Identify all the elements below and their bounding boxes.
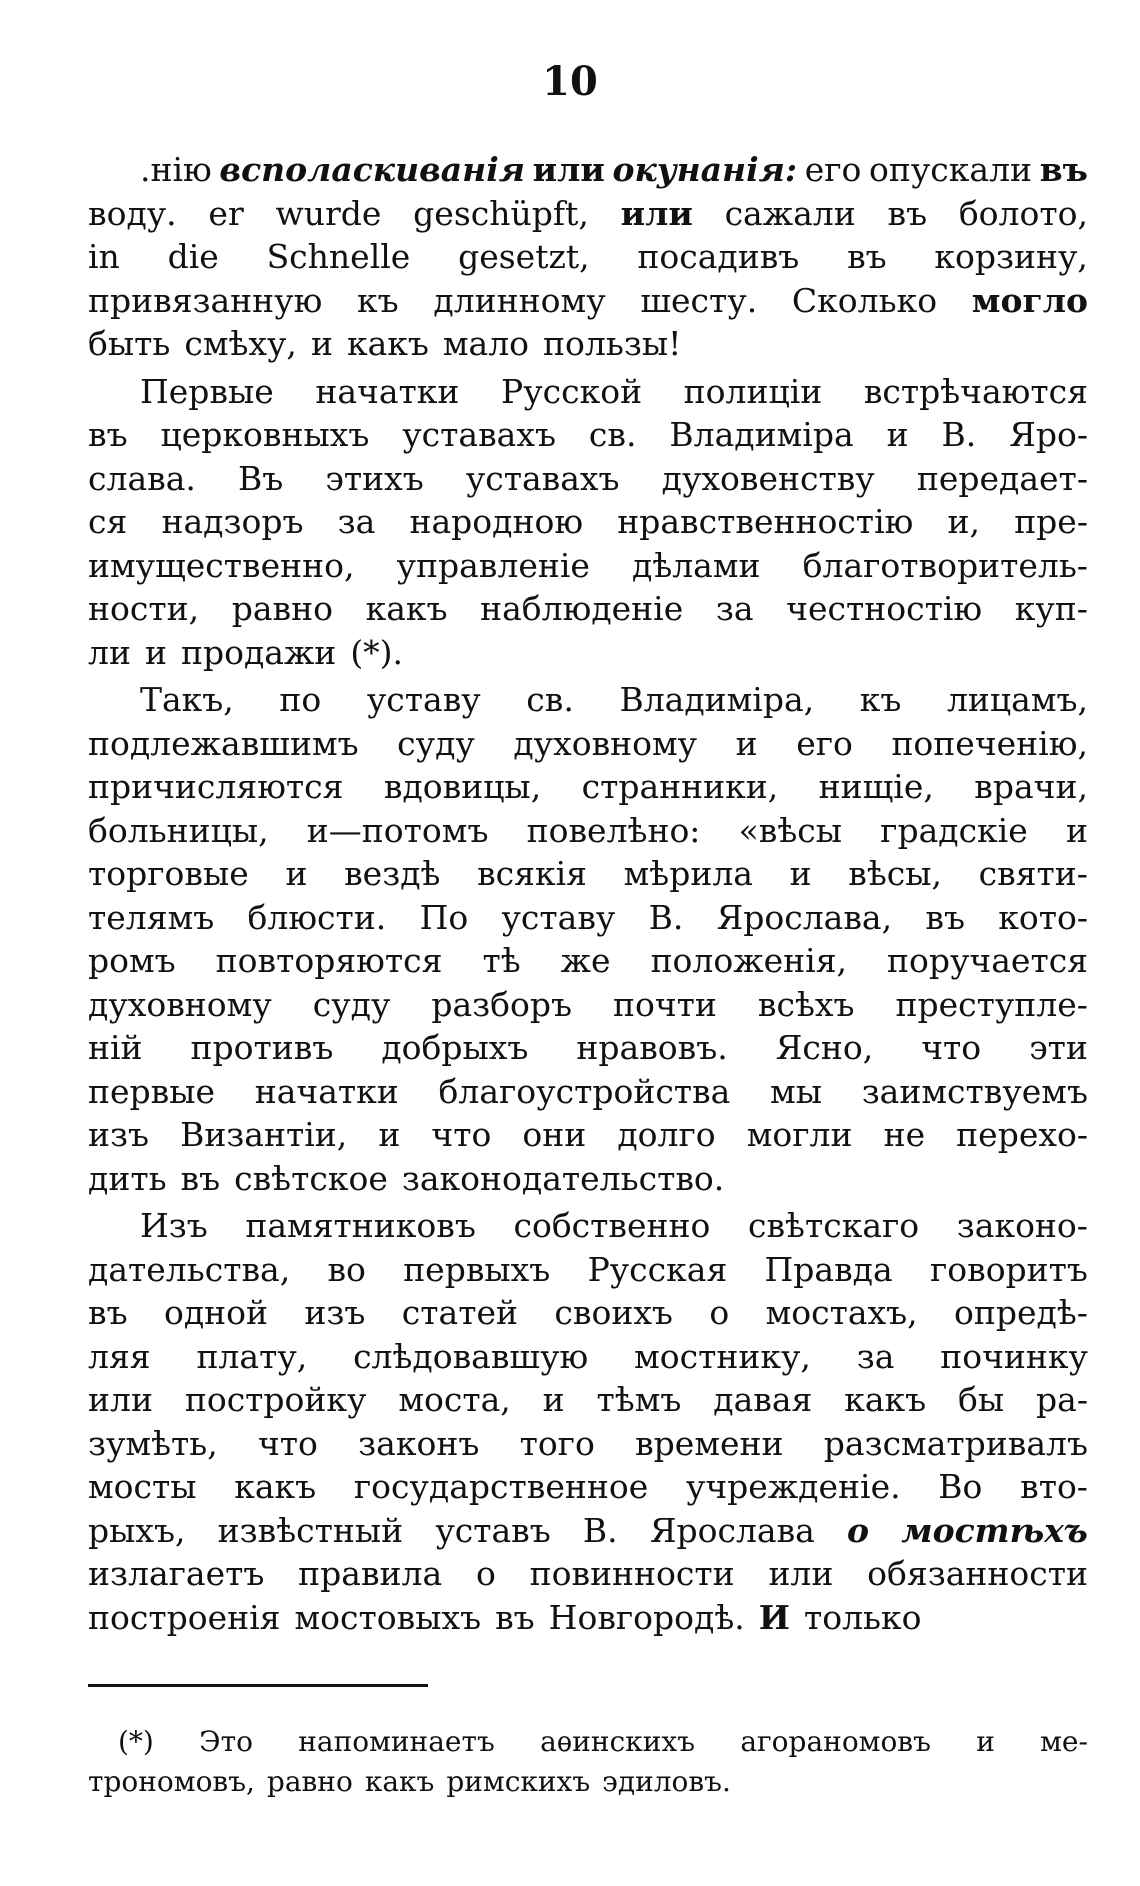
word: рыхъ, bbox=[88, 1510, 186, 1550]
word: Въ bbox=[238, 458, 284, 498]
word: in bbox=[88, 237, 120, 276]
word: опредѣ- bbox=[954, 1293, 1088, 1332]
word: тѣ bbox=[482, 941, 521, 980]
text-line bbox=[88, 457, 1088, 501]
word: нищіе, bbox=[818, 767, 934, 806]
word: или bbox=[88, 1380, 153, 1419]
word: и, bbox=[947, 502, 981, 541]
word: моста, bbox=[398, 1380, 511, 1419]
text-line bbox=[88, 1070, 1088, 1114]
word: памятниковъ bbox=[245, 1206, 476, 1245]
word: давая bbox=[713, 1380, 813, 1419]
word: въ bbox=[495, 1597, 535, 1637]
word: времени bbox=[635, 1423, 784, 1463]
word: мостнику, bbox=[634, 1336, 811, 1376]
page-number: 10 bbox=[542, 58, 598, 105]
word: В. bbox=[648, 897, 684, 937]
word: говоритъ bbox=[929, 1249, 1088, 1289]
word: всякія bbox=[477, 854, 587, 893]
word: заимствуемъ bbox=[861, 1071, 1088, 1111]
word: эти bbox=[1029, 1028, 1088, 1067]
word: въ bbox=[925, 897, 965, 937]
word: Такъ, bbox=[140, 680, 234, 719]
word: пользы! bbox=[543, 324, 682, 363]
word: (*) bbox=[118, 1725, 154, 1758]
word: мостѣхъ bbox=[901, 1510, 1088, 1550]
word: напоминаетъ bbox=[298, 1725, 495, 1758]
word: .нію bbox=[140, 150, 212, 189]
word: могло bbox=[971, 280, 1088, 320]
word: они bbox=[522, 1115, 587, 1154]
word: Ярослава, bbox=[716, 897, 893, 937]
word: въ bbox=[88, 1293, 128, 1332]
word: суду bbox=[312, 984, 391, 1024]
word: могли bbox=[746, 1115, 853, 1154]
word: повинности bbox=[529, 1554, 735, 1593]
word: изъ bbox=[304, 1293, 366, 1332]
word: Русской bbox=[501, 371, 643, 411]
word: преступле- bbox=[895, 984, 1088, 1024]
word: Правда bbox=[764, 1249, 893, 1289]
word: законъ bbox=[358, 1423, 480, 1463]
word: градскіе bbox=[880, 810, 1028, 850]
text-line bbox=[88, 1422, 1088, 1466]
word: какъ bbox=[346, 324, 429, 363]
word: зумѣть, bbox=[88, 1423, 218, 1463]
word: имущественно, bbox=[88, 545, 355, 585]
text-line bbox=[88, 413, 1088, 457]
text-line bbox=[88, 1552, 1088, 1596]
word: и bbox=[285, 854, 308, 893]
word: учрежденіе. bbox=[685, 1467, 901, 1506]
footnote-line bbox=[118, 1722, 1088, 1762]
word: этихъ bbox=[325, 458, 424, 498]
word: длинному bbox=[433, 280, 606, 320]
word: о bbox=[847, 1510, 870, 1550]
word: и bbox=[735, 723, 758, 763]
word: въ bbox=[88, 415, 128, 454]
word: за bbox=[337, 502, 376, 541]
word: почти bbox=[613, 984, 717, 1024]
word: В. bbox=[582, 1510, 618, 1550]
word: повелѣно: bbox=[526, 810, 701, 850]
word: ся bbox=[88, 502, 128, 541]
word: попеченію, bbox=[891, 723, 1088, 763]
word: только bbox=[803, 1597, 922, 1637]
word: Первые bbox=[140, 371, 274, 411]
text-line bbox=[88, 765, 1088, 809]
word: и—потомъ bbox=[306, 810, 489, 850]
word: geschüpft, bbox=[413, 193, 589, 233]
text-line bbox=[88, 631, 1088, 675]
word: благотворитель- bbox=[802, 545, 1088, 585]
word: или bbox=[532, 150, 605, 189]
word: благоустройства bbox=[438, 1071, 731, 1111]
word: уставъ bbox=[435, 1510, 551, 1550]
word: корзину, bbox=[934, 237, 1088, 276]
word: и bbox=[1065, 810, 1088, 850]
word: разсматривалъ bbox=[823, 1423, 1088, 1463]
text-line bbox=[88, 722, 1088, 766]
word: Владиміра, bbox=[619, 680, 815, 719]
word: нравовъ. bbox=[576, 1028, 728, 1067]
word: странники, bbox=[581, 767, 779, 806]
word: нравственностію bbox=[617, 502, 914, 541]
word: уставахъ bbox=[465, 458, 620, 498]
word: куп- bbox=[1014, 589, 1088, 628]
word: ній bbox=[88, 1028, 143, 1067]
word: причисляются bbox=[88, 767, 344, 806]
word: и bbox=[310, 324, 333, 363]
word: же bbox=[560, 941, 611, 980]
word: смѣху, bbox=[184, 324, 297, 363]
word: первые bbox=[88, 1071, 216, 1111]
word: и bbox=[976, 1725, 995, 1758]
footnote-rule bbox=[88, 1684, 428, 1687]
word: за bbox=[715, 589, 754, 628]
word: по bbox=[279, 680, 322, 719]
word: полиціи bbox=[683, 371, 823, 411]
word: постройку bbox=[184, 1380, 367, 1419]
word: По bbox=[419, 897, 469, 937]
word: что bbox=[257, 1423, 318, 1463]
text-line bbox=[88, 1509, 1088, 1553]
word: ли bbox=[88, 632, 131, 672]
word: мостовыхъ bbox=[294, 1597, 482, 1637]
word: починку bbox=[940, 1336, 1088, 1376]
paragraph bbox=[88, 678, 1088, 1200]
text-line bbox=[88, 1335, 1088, 1379]
word: первыхъ bbox=[403, 1249, 551, 1289]
body-text bbox=[88, 148, 1088, 1639]
text-line bbox=[88, 1204, 1088, 1248]
word: телямъ bbox=[88, 897, 215, 937]
word: или bbox=[768, 1554, 834, 1593]
word: Это bbox=[199, 1725, 253, 1758]
word: въ bbox=[847, 237, 887, 276]
word: мы bbox=[770, 1071, 822, 1111]
word: обязанности bbox=[867, 1554, 1088, 1593]
word: свѣтское bbox=[234, 1158, 388, 1198]
word: какъ bbox=[234, 1467, 317, 1506]
word: мостахъ, bbox=[765, 1293, 918, 1332]
word: мѣрила bbox=[623, 854, 753, 893]
word: управленіе bbox=[396, 545, 590, 585]
word: сажали bbox=[724, 193, 856, 233]
word: уставу bbox=[366, 680, 481, 719]
word: уставахъ bbox=[402, 415, 556, 454]
word: начатки bbox=[315, 371, 460, 411]
word: свѣтскаго bbox=[748, 1206, 920, 1245]
word: трономовъ, bbox=[88, 1765, 255, 1798]
word: начатки bbox=[254, 1071, 399, 1111]
text-line bbox=[88, 939, 1088, 983]
word: (*). bbox=[350, 632, 404, 672]
text-line bbox=[88, 235, 1088, 279]
word: болото, bbox=[958, 193, 1088, 233]
word: св. bbox=[526, 680, 574, 719]
word: врачи, bbox=[974, 767, 1088, 806]
text-line bbox=[88, 1465, 1088, 1509]
word: правила bbox=[298, 1554, 443, 1593]
word: ляя bbox=[88, 1336, 151, 1376]
word: государственное bbox=[353, 1467, 649, 1506]
word: не bbox=[883, 1115, 926, 1154]
word: честностію bbox=[786, 589, 983, 628]
word: о bbox=[475, 1554, 496, 1593]
word: подлежавшимъ bbox=[88, 723, 359, 763]
word: агораномовъ bbox=[740, 1725, 931, 1758]
word: слѣдовавшую bbox=[353, 1336, 589, 1376]
word: привязанную bbox=[88, 280, 323, 320]
text-line bbox=[88, 1291, 1088, 1335]
word: «вѣсы bbox=[738, 810, 843, 850]
word: встрѣчаются bbox=[863, 371, 1088, 411]
word: его bbox=[796, 723, 853, 763]
footnote bbox=[88, 1722, 1088, 1802]
word: Изъ bbox=[140, 1206, 208, 1245]
word: пре- bbox=[1014, 502, 1088, 541]
text-line bbox=[88, 192, 1088, 236]
word: вдовицы, bbox=[383, 767, 542, 806]
word: какъ bbox=[365, 589, 448, 628]
word: извѣстный bbox=[217, 1510, 404, 1550]
text-line bbox=[88, 678, 1088, 722]
word: или bbox=[620, 193, 693, 233]
text-line bbox=[88, 148, 1088, 192]
word: er bbox=[208, 193, 244, 233]
word: продажи bbox=[180, 632, 337, 672]
text-line bbox=[88, 896, 1088, 940]
word: наблюденіе bbox=[480, 589, 684, 628]
footnote-line bbox=[88, 1762, 1088, 1802]
word: и bbox=[789, 854, 812, 893]
paragraph bbox=[88, 370, 1088, 675]
word: собственно bbox=[513, 1206, 711, 1245]
text-line bbox=[88, 1157, 1088, 1201]
word: о bbox=[709, 1293, 730, 1332]
word: и bbox=[144, 632, 167, 672]
word: шесту. bbox=[640, 280, 758, 320]
word: изъ bbox=[88, 1115, 149, 1154]
word: долго bbox=[617, 1115, 716, 1154]
word: мало bbox=[442, 324, 530, 363]
word: Византіи, bbox=[180, 1115, 348, 1154]
text-line bbox=[88, 587, 1088, 631]
word: въ bbox=[1039, 150, 1088, 189]
word: всполаскиванія bbox=[219, 150, 526, 189]
text-line bbox=[88, 322, 1088, 366]
word: Ясно, bbox=[775, 1028, 874, 1067]
word: къ bbox=[357, 280, 399, 320]
text-line bbox=[88, 500, 1088, 544]
word: излагаетъ bbox=[88, 1554, 265, 1593]
word: Русская bbox=[587, 1249, 728, 1289]
text-line bbox=[88, 544, 1088, 588]
word: св. bbox=[588, 415, 637, 454]
word: кото- bbox=[998, 897, 1088, 937]
text-line bbox=[88, 852, 1088, 896]
word: gesetzt, bbox=[458, 237, 590, 276]
word: духовному bbox=[88, 984, 272, 1024]
word: перехо- bbox=[956, 1115, 1088, 1154]
word: повторяются bbox=[215, 941, 443, 980]
word: Во bbox=[938, 1467, 983, 1506]
word: церковныхъ bbox=[160, 415, 370, 454]
word: во bbox=[327, 1249, 366, 1289]
word: какъ bbox=[364, 1765, 435, 1798]
word: равно bbox=[266, 1765, 353, 1798]
word: лицамъ, bbox=[946, 680, 1088, 719]
word: торговые bbox=[88, 854, 249, 893]
word: и bbox=[542, 1380, 565, 1419]
word: ромъ bbox=[88, 941, 176, 980]
word: что bbox=[921, 1028, 982, 1067]
word: равно bbox=[231, 589, 333, 628]
word: больницы, bbox=[88, 810, 269, 850]
word: плату, bbox=[196, 1336, 308, 1376]
word: всѣхъ bbox=[757, 984, 855, 1024]
text-line bbox=[88, 1596, 1088, 1640]
word: и bbox=[886, 415, 909, 454]
word: аѳинскихъ bbox=[540, 1725, 696, 1758]
word: одной bbox=[163, 1293, 269, 1332]
text-line bbox=[88, 370, 1088, 414]
word: уставу bbox=[501, 897, 616, 937]
word: своихъ bbox=[554, 1293, 673, 1332]
word: И bbox=[758, 1597, 790, 1637]
word: положенія, bbox=[650, 941, 847, 980]
word: блюсти. bbox=[247, 897, 387, 937]
word: Новгородѣ. bbox=[548, 1597, 745, 1637]
word: святи- bbox=[978, 854, 1088, 893]
word: его bbox=[804, 150, 862, 189]
word: что bbox=[431, 1115, 492, 1154]
word: поручается bbox=[887, 941, 1088, 980]
text-line bbox=[88, 983, 1088, 1027]
word: дѣлами bbox=[632, 545, 761, 585]
word: Ярослава bbox=[649, 1510, 815, 1550]
word: за bbox=[856, 1336, 895, 1376]
word: духовенству bbox=[661, 458, 875, 498]
paragraph bbox=[88, 148, 1088, 366]
word: die bbox=[167, 237, 219, 276]
word: добрыхъ bbox=[381, 1028, 529, 1067]
word: дательства, bbox=[88, 1249, 291, 1289]
word: въ bbox=[180, 1158, 221, 1198]
word: мосты bbox=[88, 1467, 197, 1506]
word: бы bbox=[958, 1380, 1005, 1419]
word: вездѣ bbox=[344, 854, 441, 893]
text-line bbox=[88, 1113, 1088, 1157]
word: законо- bbox=[956, 1206, 1088, 1245]
word: народною bbox=[409, 502, 584, 541]
word: вто- bbox=[1020, 1467, 1088, 1506]
word: wurde bbox=[275, 193, 382, 233]
word: эдиловъ. bbox=[602, 1765, 731, 1798]
word: суду bbox=[397, 723, 475, 763]
word: слава. bbox=[88, 458, 196, 498]
word: и bbox=[378, 1115, 401, 1154]
word: разборъ bbox=[431, 984, 573, 1024]
word: Владиміра bbox=[669, 415, 854, 454]
word: духовному bbox=[513, 723, 698, 763]
word: надзоръ bbox=[161, 502, 304, 541]
word: Сколько bbox=[791, 280, 938, 320]
text-line bbox=[88, 279, 1088, 323]
word: окунанія: bbox=[612, 150, 798, 189]
word: воду. bbox=[88, 193, 177, 233]
word: опускали bbox=[869, 150, 1033, 189]
word: статей bbox=[401, 1293, 518, 1332]
word: ра- bbox=[1036, 1380, 1088, 1419]
word: Schnelle bbox=[266, 237, 411, 276]
word: противъ bbox=[190, 1028, 334, 1067]
word: какъ bbox=[844, 1380, 927, 1419]
word: римскихъ bbox=[446, 1765, 591, 1798]
word: къ bbox=[859, 680, 902, 719]
word: передает- bbox=[916, 458, 1088, 498]
word: быть bbox=[88, 324, 171, 363]
word: тѣмъ bbox=[596, 1380, 682, 1419]
paragraph bbox=[88, 1204, 1088, 1639]
word: В. bbox=[941, 415, 977, 454]
text-line bbox=[88, 1248, 1088, 1292]
text-line bbox=[88, 809, 1088, 853]
word: ме- bbox=[1040, 1725, 1088, 1758]
word: дить bbox=[88, 1158, 167, 1198]
word: построенія bbox=[88, 1597, 281, 1637]
word: законодательство. bbox=[401, 1158, 725, 1198]
word: того bbox=[519, 1423, 595, 1463]
word: ности, bbox=[88, 589, 200, 628]
word: Яро- bbox=[1009, 415, 1088, 454]
word: въ bbox=[887, 193, 928, 233]
text-line bbox=[88, 1026, 1088, 1070]
word: вѣсы, bbox=[848, 854, 942, 893]
word: посадивъ bbox=[637, 237, 800, 276]
text-line bbox=[88, 1378, 1088, 1422]
